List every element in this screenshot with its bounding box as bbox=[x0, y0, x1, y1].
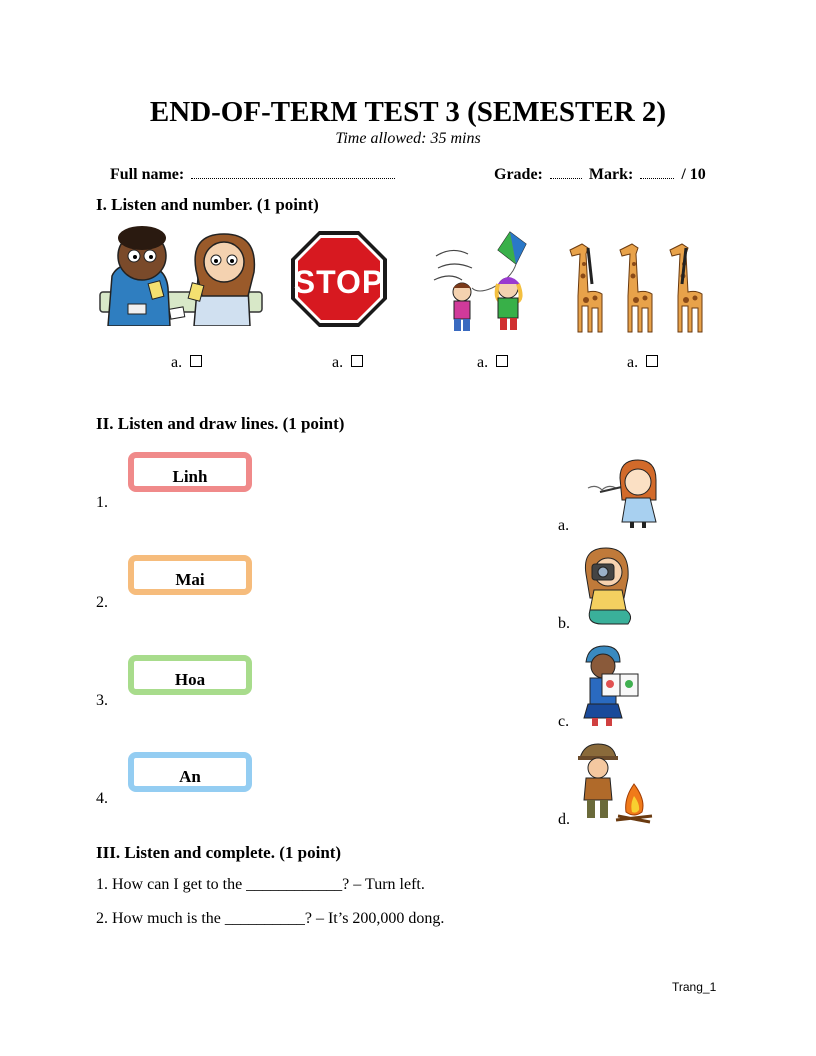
stop-sign-text: STOP bbox=[293, 264, 385, 300]
name-number-2: 2. bbox=[96, 594, 108, 611]
kids-playing-cards-image bbox=[98, 226, 264, 326]
name-box-linh[interactable]: Linh bbox=[128, 452, 252, 492]
mark-label: Mark: bbox=[588, 166, 634, 183]
picture-label-a: a. bbox=[558, 517, 570, 534]
choice-3-label: a. bbox=[477, 354, 489, 371]
choice-4-checkbox[interactable] bbox=[646, 355, 658, 367]
girl-flute-image[interactable] bbox=[586, 458, 662, 528]
time-allowed: Time allowed: 35 mins bbox=[335, 130, 481, 147]
picture-label-c: c. bbox=[558, 713, 570, 730]
full-name-blank[interactable] bbox=[191, 166, 395, 179]
name-number-4: 4. bbox=[96, 790, 108, 807]
choice-1-label: a. bbox=[171, 354, 183, 371]
name-box-an[interactable]: An bbox=[128, 752, 252, 792]
name-number-1: 1. bbox=[96, 494, 108, 511]
choice-3-checkbox[interactable] bbox=[496, 355, 508, 367]
choice-2-checkbox[interactable] bbox=[351, 355, 363, 367]
kids-flying-kite-image bbox=[432, 228, 544, 334]
question-line-2[interactable]: 2. How much is the __________? – It’s 200,000 dong. bbox=[96, 910, 445, 927]
picture-label-b: b. bbox=[558, 615, 570, 632]
page-number: Trang_1 bbox=[672, 980, 717, 994]
boy-campfire-image[interactable] bbox=[576, 742, 654, 826]
grade-mark-field[interactable] bbox=[494, 166, 706, 184]
full-name-field[interactable] bbox=[110, 166, 398, 184]
section-1-heading: I. Listen and number. (1 point) bbox=[96, 195, 319, 214]
choice-1-checkbox[interactable] bbox=[190, 355, 202, 367]
choice-2[interactable] bbox=[332, 354, 363, 372]
choice-4-label: a. bbox=[627, 354, 639, 371]
question-line-1[interactable]: 1. How can I get to the ____________? – Turn left. bbox=[96, 876, 425, 893]
stop-sign-image bbox=[289, 228, 389, 330]
mark-blank[interactable] bbox=[640, 166, 674, 179]
girl-reading-book-image[interactable] bbox=[574, 644, 640, 728]
girl-camera-image[interactable] bbox=[578, 544, 636, 630]
choice-1[interactable] bbox=[171, 354, 202, 372]
giraffes-image bbox=[562, 234, 710, 334]
section-3-heading: III. Listen and complete. (1 point) bbox=[96, 843, 342, 862]
choice-4[interactable] bbox=[627, 354, 658, 372]
full-name-label: Full name: bbox=[110, 166, 185, 183]
name-box-mai[interactable]: Mai bbox=[128, 555, 252, 595]
name-number-3: 3. bbox=[96, 692, 108, 709]
choice-2-label: a. bbox=[332, 354, 344, 371]
section-2-heading: II. Listen and draw lines. (1 point) bbox=[96, 414, 345, 433]
page-title: END-OF-TERM TEST 3 (SEMESTER 2) bbox=[149, 96, 667, 128]
mark-total: / 10 bbox=[681, 166, 706, 183]
choice-3[interactable] bbox=[477, 354, 508, 372]
picture-label-d: d. bbox=[558, 811, 570, 828]
name-box-hoa[interactable]: Hoa bbox=[128, 655, 252, 695]
grade-label: Grade: bbox=[494, 166, 543, 183]
grade-blank[interactable] bbox=[550, 166, 582, 179]
